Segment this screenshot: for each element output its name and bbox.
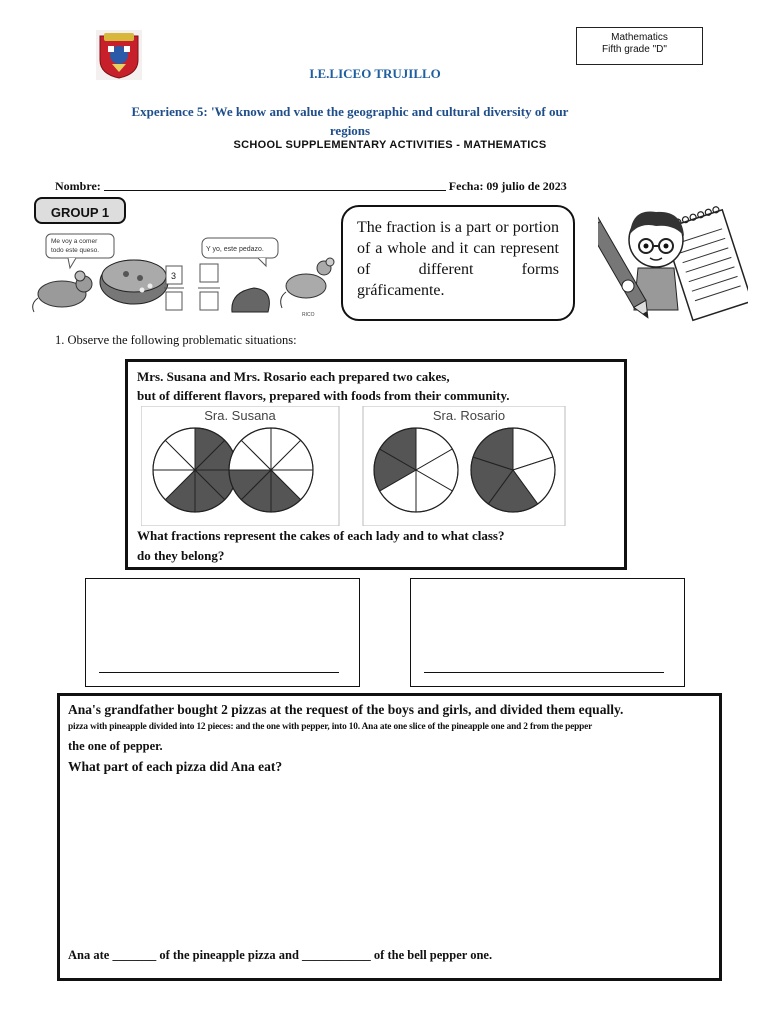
grade-text: Fifth grade "D": [602, 44, 667, 55]
problem-2-line-3: the one of pepper.: [68, 739, 163, 753]
problem-1-line-1: Mrs. Susana and Mrs. Rosario each prepared two cakes,: [137, 369, 450, 384]
answer-box-left[interactable]: [85, 578, 360, 687]
school-name: I.E.LICEO TRUJILLO: [309, 66, 441, 81]
kid-pencil-notepad-illustration: [598, 198, 748, 330]
cake-fraction-pies: [141, 406, 571, 526]
answer-line-right: [424, 672, 664, 673]
problem-2-line-1: Ana's grandfather bought 2 pizzas at the request of the boys and girls, and divided them equally.: [68, 702, 624, 717]
fraction-numerator-text: 3: [171, 271, 177, 281]
problem-2-box: [57, 693, 722, 981]
mouse-cheese-illustration: [30, 228, 340, 320]
caption-rosario: Sra. Rosario: [432, 408, 506, 423]
rat-speech-text: Y yo, este pedazo.: [206, 246, 264, 253]
mouse-speech-line2: todo este queso.: [51, 247, 100, 254]
instruction-text: 1. Observe the following problematic situations:: [55, 333, 297, 347]
mouse-speech-line1: Me voy a comer: [51, 238, 98, 245]
supplementary-title: SCHOOL SUPPLEMENTARY ACTIVITIES - MATHEMATICS: [233, 139, 547, 151]
name-date-row: [55, 179, 575, 194]
problem-1-line-2: but of different flavors, prepared with foods from their community.: [137, 388, 510, 403]
problem-2-line-2: pizza with pineapple divided into 12 pieces: and the one with pepper, into 10. Ana ate one slice of the pineapple one and 2 from the pepper: [68, 722, 593, 732]
date-label: Fecha: 09 julio de 2023: [448, 179, 567, 193]
signature-text: RICO: [302, 312, 315, 318]
caption-susana: Sra. Susana: [204, 408, 276, 423]
name-blank-line: [104, 190, 446, 191]
definition-text: The fraction is a part or portion of a whole and it can represent of different forms gráficamente.: [357, 219, 559, 299]
problem-1-box: [125, 359, 627, 570]
problem-1-question-2: do they belong?: [137, 548, 225, 563]
problem-2-answer-line: Ana ate _______ of the pineapple pizza and ___________ of the bell pepper one.: [68, 948, 493, 962]
subject-text: Mathematics: [611, 32, 668, 43]
name-label: Nombre:: [55, 179, 101, 193]
problem-1-question-1: What fractions represent the cakes of each lady and to what class?: [137, 528, 505, 543]
problem-2-question: What part of each pizza did Ana eat?: [68, 759, 283, 774]
definition-speech-bubble: [341, 205, 575, 321]
experience-title: Experience 5: 'We know and value the geographic and cultural diversity of our regions: [131, 104, 569, 138]
grade-box: [576, 27, 703, 65]
school-crest-logo: [96, 30, 142, 80]
group-label: GROUP 1: [34, 197, 126, 224]
answer-line-left: [99, 672, 339, 673]
answer-box-right[interactable]: [410, 578, 685, 687]
